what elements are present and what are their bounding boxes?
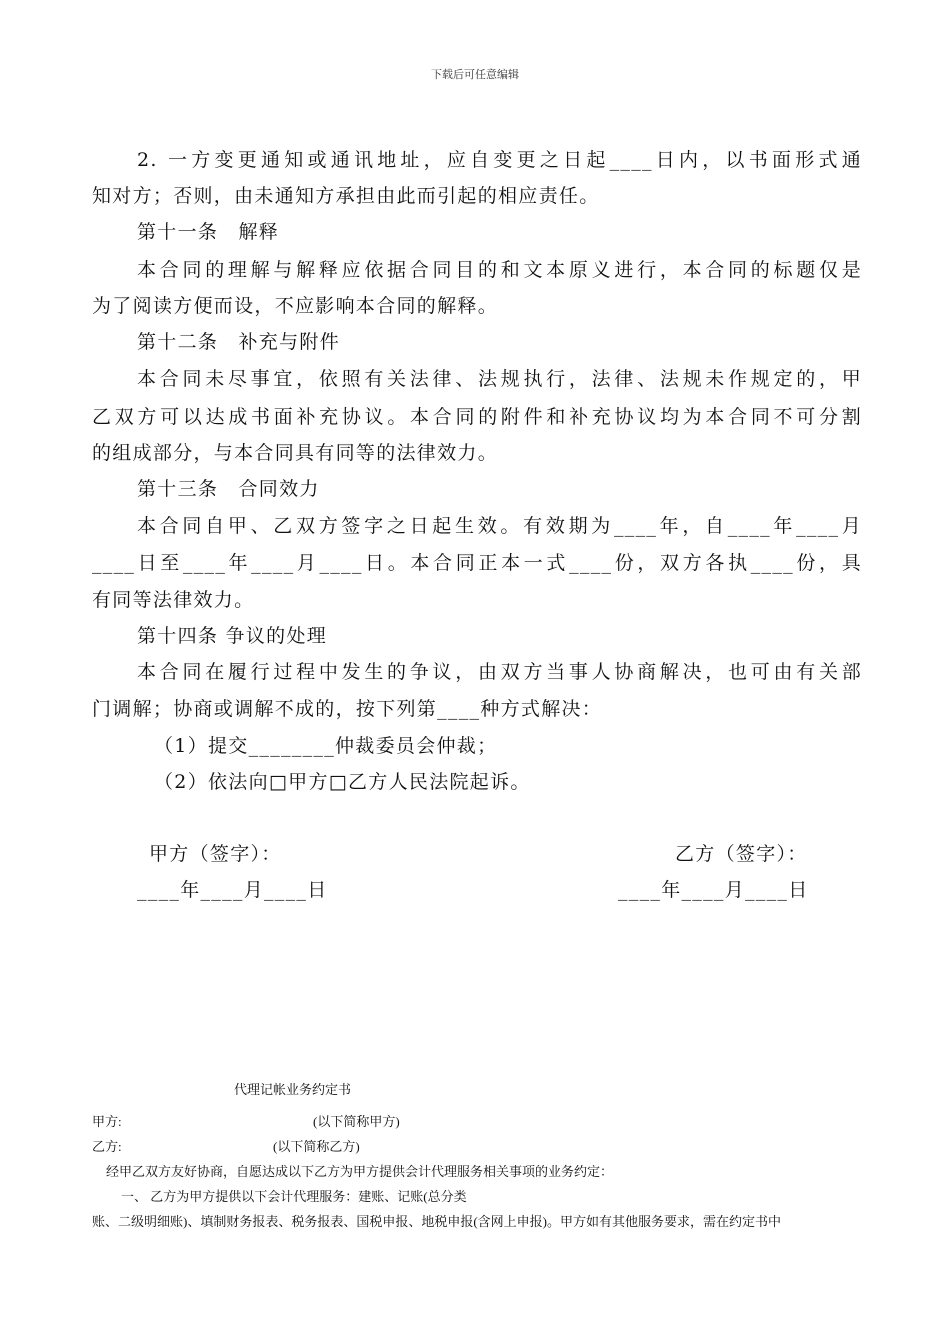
dispute-option-2: （2）依法向□甲方□乙方人民法院起诉。 <box>154 771 531 793</box>
party-b-signature-label: 乙方（签字）： <box>675 843 808 865</box>
agreement-intro: 经甲乙双方友好协商，自愿达成以下乙方为甲方提供会计代理服务相关事项的业务约定： <box>106 1164 614 1179</box>
clause-10-2-line-1: 2. 一方变更通知或通讯地址，应自变更之日起____日内，以书面形式通 <box>137 149 862 171</box>
article-12-line-1: 本合同未尽事宜，依照有关法律、法规执行，法律、法规未作规定的，甲 <box>137 368 862 390</box>
article-13-line-3: 有同等法律效力。 <box>92 589 255 611</box>
article-12-heading: 第十二条 补充与附件 <box>137 331 341 353</box>
dispute-option-1: （1）提交________仲裁委员会仲裁； <box>154 735 498 757</box>
article-13-heading: 第十三条 合同效力 <box>137 478 320 500</box>
clause-10-2-line-2: 知对方；否则，由未通知方承担由此而引起的相应责任。 <box>92 185 600 207</box>
article-12-line-2: 乙双方可以达成书面补充协议。本合同的附件和补充协议均为本合同不可分割 <box>92 406 862 428</box>
agreement-party-a: 甲方: <box>92 1114 122 1129</box>
party-a-signature-date: ____年____月____日 <box>137 879 328 901</box>
party-a-signature-label: 甲方（签字）： <box>149 843 282 865</box>
party-b-signature-date: ____年____月____日 <box>618 879 809 901</box>
agreement-party-b-note: (以下简称乙方) <box>273 1139 360 1154</box>
article-11-line-1: 本合同的理解与解释应依据合同目的和文本原义进行，本合同的标题仅是 <box>137 259 862 281</box>
download-note: 下载后可任意编辑 <box>431 68 519 81</box>
agreement-item-1-line-1: 一、 乙方为甲方提供以下会计代理服务：建账、记账(总分类 <box>121 1189 467 1204</box>
article-14-heading: 第十四条 争议的处理 <box>137 625 328 647</box>
article-13-line-2: ____日至____年____月____日。本合同正本一式____份，双方各执____份，具 <box>92 552 862 574</box>
article-11-line-2: 为了阅读方便而设，不应影响本合同的解释。 <box>92 295 499 317</box>
agreement-title: 代理记帐业务约定书 <box>234 1082 352 1097</box>
agreement-party-b: 乙方: <box>92 1139 122 1154</box>
article-14-line-1: 本合同在履行过程中发生的争议，由双方当事人协商解决，也可由有关部 <box>137 661 862 683</box>
article-12-line-3: 的组成部分，与本合同具有同等的法律效力。 <box>92 442 499 464</box>
article-11-heading: 第十一条 解释 <box>137 221 280 243</box>
agreement-party-a-note: (以下简称甲方) <box>313 1114 400 1129</box>
article-14-line-2: 门调解；协商或调解不成的，按下列第____种方式解决： <box>92 698 603 720</box>
agreement-item-1-line-2: 账、二级明细账)、填制财务报表、税务报表、国税申报、地税申报(含网上申报)。甲方如有其他服务要求，需在约定书中 <box>92 1214 781 1229</box>
article-13-line-1: 本合同自甲、乙双方签字之日起生效。有效期为____年，自____年____月 <box>137 515 862 537</box>
